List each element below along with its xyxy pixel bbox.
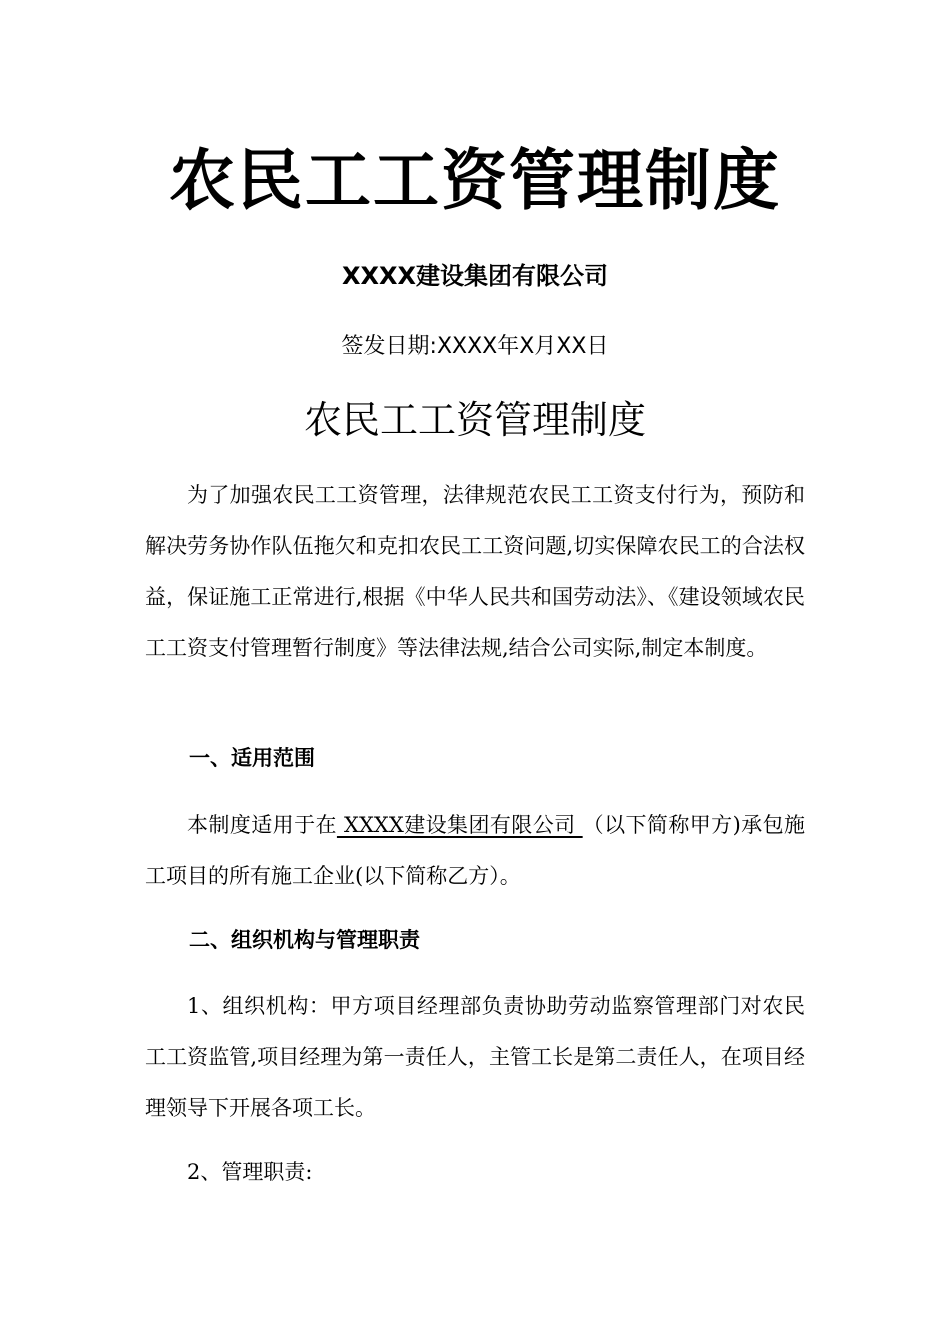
scope-paragraph (145, 800, 805, 902)
organization-paragraph: 1、组织机构：甲方项目经理部负责协助劳动监察管理部门对农民工工资监管,项目经理为第一责任人，主管工长是第二责任人，在项目经理领导下开展各项工长。 (145, 994, 805, 1120)
duties-paragraph: 2、管理职责: (187, 1160, 313, 1184)
document-main-title: 农民工工资管理制度 (169, 142, 781, 219)
scope-text-before: 本制度适用于在 (187, 813, 337, 837)
underlined-company-name: XXXX建设集团有限公司 (336, 813, 583, 837)
issue-date: 签发日期:XXXX年X月XX日 (341, 334, 609, 359)
scope-text-after: （以下简称甲方)承包施工项目的所有施工企业(以下简称乙方）。 (145, 813, 806, 888)
document-sub-title: 农民工工资管理制度 (303, 398, 646, 442)
intro-paragraph: 为了加强农民工工资管理，法律规范农民工工资支付行为，预防和解决劳务协作队伍拖欠和克扣农民工工资问题,切实保障农民工的合法权益，保证施工正常进行,根据《中华人民共和国劳动法》、《建设领域农民工工资支付管理暂行制度》等法律法规,结合公司实际,制定本制度。 (145, 483, 805, 660)
section-heading-scope: 一、适用范围 (189, 746, 315, 770)
section-heading-organization: 二、组织机构与管理职责 (189, 928, 420, 952)
company-name: XXXX建设集团有限公司 (341, 262, 608, 290)
